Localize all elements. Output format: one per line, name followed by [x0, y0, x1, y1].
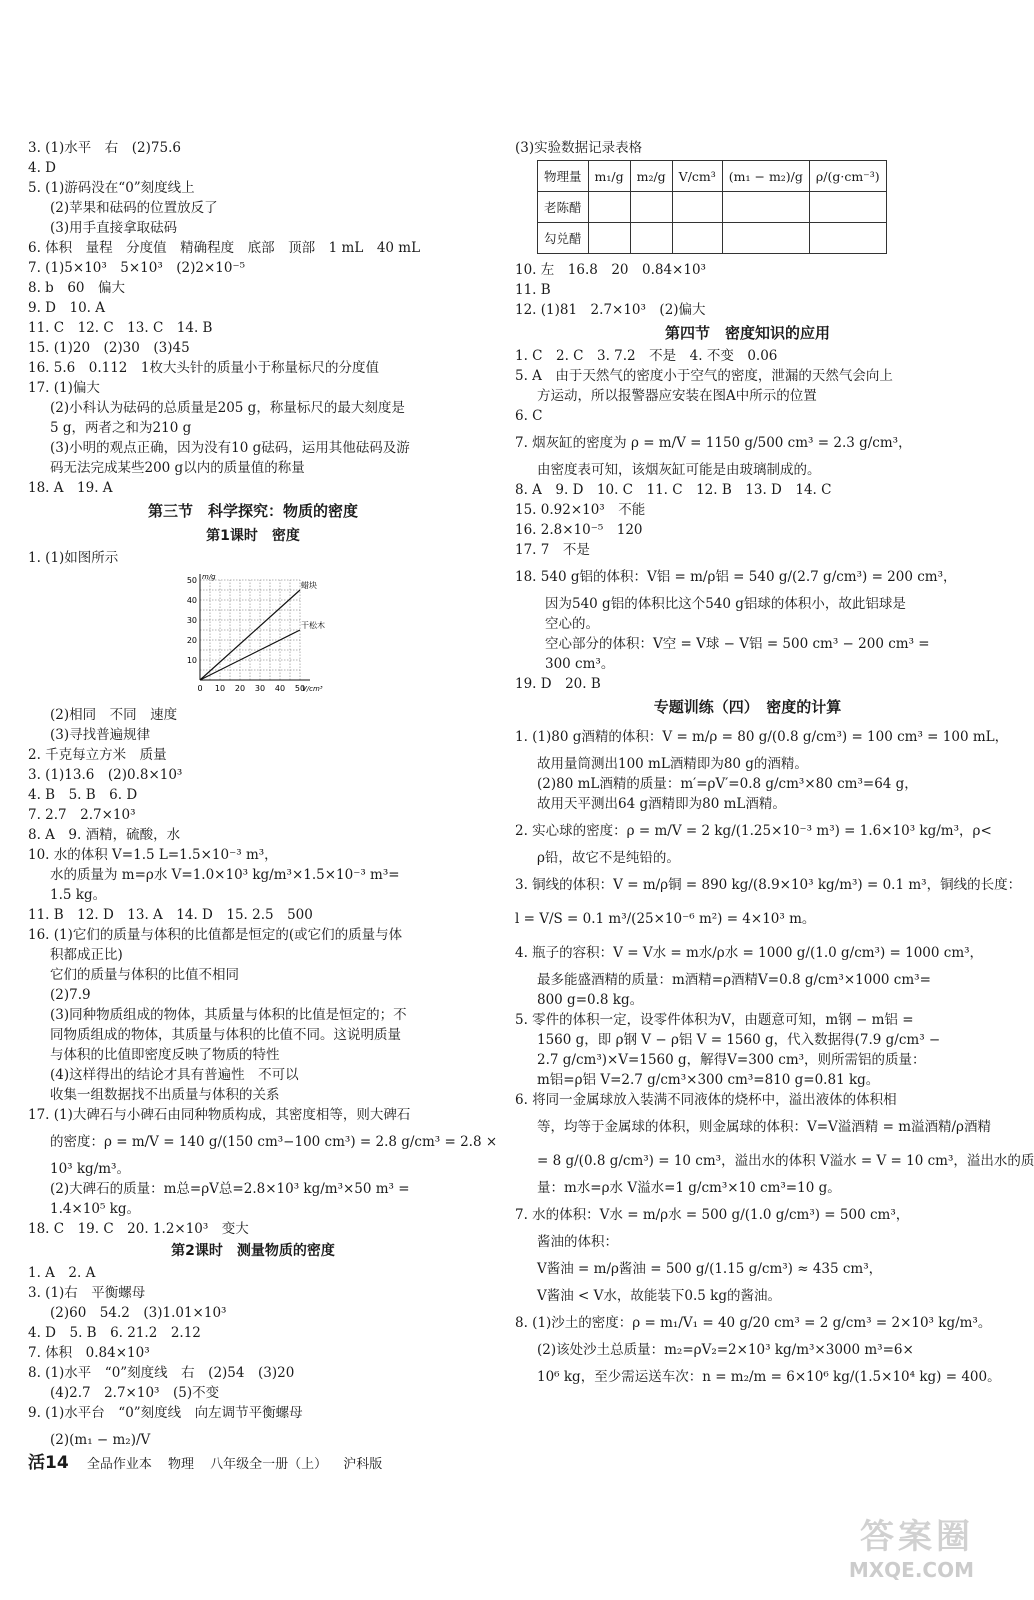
right-line: 空心部分的体积：V空 = V球 − V铝 = 500 cm³ − 200 cm³ = — [545, 636, 930, 652]
x-tick-label: 10 — [214, 684, 226, 693]
table-caption: (3)实验数据记录表格 — [515, 140, 643, 156]
left-line: 4. B 5. B 6. D — [28, 787, 138, 803]
right-line: 酱油的体积： — [537, 1234, 618, 1250]
left-line: 第三节 科学探究：物质的密度 — [147, 502, 358, 520]
y-tick-label: 50 — [186, 576, 197, 585]
y-axis-label: m/g — [202, 573, 216, 581]
right-line: 8. (1)沙土的密度：ρ = m₁/V₁ = 40 g/20 cm³ = 2 g/cm³ = 2×10³ kg/m³。 — [515, 1315, 992, 1331]
series-label: 干松木 — [301, 621, 325, 630]
series-label: 蜡块 — [301, 581, 317, 590]
right-line: 故用量筒测出100 mL酒精即为80 g的酒精。 — [537, 756, 808, 772]
left-line: 16. 5.6 0.112 1枚大头针的质量小于称量标尺的分度值 — [28, 360, 379, 376]
right-line: 1. (1)80 g酒精的体积：V = m/ρ = 80 g/(0.8 g/cm³) = 100 cm³ = 100 mL， — [515, 729, 1009, 745]
right-line: (2)80 mL酒精的质量：m′=ρV′=0.8 g/cm³×80 cm³=64 g， — [537, 776, 918, 792]
right-line: 4. 瓶子的容积：V = V水 = m水/ρ水 = 1000 g/(1.0 g/cm³) = 1000 cm³， — [515, 945, 984, 961]
left-line: 4. D 5. B 6. 21.2 2.12 — [28, 1325, 201, 1341]
data-record-table — [537, 160, 887, 254]
left-line: 1.4×10⁵ kg。 — [50, 1201, 140, 1217]
left-line: (2)苹果和砝码的位置放反了 — [50, 200, 218, 216]
table-header-cell: (m₁ − m₂)/g — [722, 161, 809, 192]
table-cell — [809, 223, 886, 254]
left-line: 第1课时 密度 — [206, 528, 300, 544]
left-line: 18. A 19. A — [28, 480, 113, 496]
watermark-url: MXQE.COM — [848, 1558, 974, 1582]
table-row — [538, 223, 887, 254]
right-line: 5. A 由于天然气的密度小于空气的密度，泄漏的天然气会向上 — [515, 368, 893, 384]
left-line: 4. D — [28, 160, 56, 176]
right-column — [515, 138, 1034, 1394]
left-line: 11. C 12. C 13. C 14. B — [28, 320, 213, 336]
left-line: (4)这样得出的结论才具有普遍性 不可以 — [50, 1067, 299, 1083]
left-line: (3)小明的观点正确，因为没有10 g砝码，运用其他砝码及游 — [50, 440, 410, 456]
right-line: 1560 g，即 ρ钢 V − ρ铝 V = 1560 g，代入数据得(7.9 g/cm³ − — [537, 1032, 941, 1048]
table-header-cell: 物理量 — [538, 161, 589, 192]
right-line: V酱油 < V水，故能装下0.5 kg的酱油。 — [537, 1288, 781, 1304]
right-line: 等，均等于金属球的体积，则金属球的体积：V=V溢酒精 = m溢酒精/ρ酒精 — [537, 1119, 991, 1135]
left-line: 9. D 10. A — [28, 300, 106, 316]
left-line: 1. A 2. A — [28, 1265, 96, 1281]
right-line: 1. C 2. C 3. 7.2 不是 4. 不变 0.06 — [515, 348, 778, 364]
table-cell — [630, 192, 672, 223]
left-line: 积都成正比) — [50, 947, 123, 963]
table-cell: 老陈醋 — [538, 192, 589, 223]
left-line: (2)(m₁ − m₂)/V — [50, 1432, 151, 1448]
left-line: 它们的质量与体积的比值不相同 — [50, 967, 239, 983]
mass-volume-chart — [178, 572, 328, 697]
left-line: 8. A 9. 酒精，硫酸，水 — [28, 827, 181, 843]
left-line: (2)60 54.2 (3)1.01×10³ — [50, 1305, 227, 1321]
right-line: 2.7 g/cm³)×V=1560 g，解得V=300 cm³，则所需铝的质量： — [537, 1052, 926, 1068]
left-line: 同物质组成的物体，其质量与体积的比值不同。这说明质量 — [50, 1027, 401, 1043]
right-line: 6. 将同一金属球放入装满不同液体的烧杯中，溢出液体的体积相 — [515, 1092, 897, 1108]
y-tick-label: 30 — [186, 616, 197, 625]
left-line: 7. 2.7 2.7×10³ — [28, 807, 136, 823]
right-line: 18. 540 g铝的体积：V铝 = m/ρ铝 = 540 g/(2.7 g/cm³) = 200 cm³， — [515, 569, 957, 585]
table-header-cell: ρ/(g·cm⁻³) — [809, 161, 886, 192]
right-line: 300 cm³。 — [545, 656, 615, 672]
table-header-cell: V/cm³ — [672, 161, 722, 192]
right-line: 2. 实心球的密度：ρ = m/V = 2 kg/(1.25×10⁻³ m³) = 1.6×10³ kg/m³，ρ< — [515, 823, 992, 839]
page-footer — [28, 1448, 394, 1473]
right-line: 6. C — [515, 408, 543, 424]
left-column — [28, 138, 498, 1457]
left-line: 水的质量为 m=ρ水 V=1.0×10³ kg/m³×1.5×10⁻³ m³= — [50, 867, 400, 883]
right-line: 专题训练（四） 密度的计算 — [653, 698, 842, 716]
left-line: 5. (1)游码没在“0”刻度线上 — [28, 180, 195, 196]
table-cell — [722, 223, 809, 254]
x-axis-label: V/cm³ — [302, 685, 323, 693]
right-line: 10. 左 16.8 20 0.84×10³ — [515, 262, 706, 278]
right-line: 10⁶ kg，至少需运送车次：n = m₂/m = 6×10⁶ kg/(1.5×10⁴ kg) = 400。 — [537, 1369, 1001, 1385]
left-line: (2)相同 不同 速度 — [50, 707, 178, 723]
table-row — [538, 192, 887, 223]
edition-label: 沪科版 — [343, 1457, 383, 1472]
table-header-cell: m₁/g — [588, 161, 630, 192]
right-line: 5. 零件的体积一定，设零件体积为V，由题意可知，m钢 − m铝 = — [515, 1012, 914, 1028]
x-tick-label: 0 — [197, 684, 203, 693]
left-line: 7. 体积 0.84×10³ — [28, 1345, 150, 1361]
right-line: 方运动，所以报警器应安装在图A中所示的位置 — [537, 388, 817, 404]
left-line: 5 g，两者之和为210 g — [50, 420, 192, 436]
table-header-row — [538, 161, 887, 192]
table-header-cell: m₂/g — [630, 161, 672, 192]
left-line: 第2课时 测量物质的密度 — [171, 1243, 335, 1259]
grade-label: 八年级全一册（上） — [210, 1457, 328, 1472]
left-line: 10³ kg/m³。 — [50, 1161, 130, 1177]
book-title: 全品作业本 — [86, 1457, 152, 1472]
table-cell — [672, 223, 722, 254]
right-line: 7. 烟灰缸的密度为 ρ = m/V = 1150 g/500 cm³ = 2.3 g/cm³， — [515, 435, 912, 451]
watermark-logo-text: 答案圈 — [860, 1517, 974, 1557]
right-line: 19. D 20. B — [515, 676, 601, 692]
left-line: (2)7.9 — [50, 987, 91, 1003]
left-line: 9. (1)水平台 “0”刻度线 向左调节平衡螺母 — [28, 1405, 303, 1421]
left-line: 2. 千克每立方米 质量 — [28, 747, 167, 763]
table-cell — [588, 223, 630, 254]
right-line: 量：m水=ρ水 V溢水=1 g/cm³×10 cm³=10 g。 — [537, 1180, 841, 1196]
right-line: 17. 7 不是 — [515, 542, 590, 558]
table-cell: 勾兑醋 — [538, 223, 589, 254]
x-tick-label: 50 — [294, 684, 306, 693]
right-line: = 8 g/(0.8 g/cm³) = 10 cm³，溢出水的体积 V溢水 = V = 10 cm³，溢出水的质 — [537, 1153, 1034, 1169]
left-line: 的密度：ρ = m/V = 140 g/(150 cm³−100 cm³) = 2.8 g/cm³ = 2.8 × — [50, 1134, 498, 1150]
right-line: m铝=ρ铝 V=2.7 g/cm³×300 cm³=810 g=0.81 kg。 — [537, 1072, 880, 1088]
right-line: 3. 铜线的体积：V = m/ρ铜 = 890 kg/(8.9×10³ kg/m³) = 0.1 m³，铜线的长度： — [515, 877, 1022, 893]
left-line: (2)大碑石的质量：m总=ρV总=2.8×10³ kg/m³×50 m³ = — [50, 1181, 410, 1197]
right-line: 800 g=0.8 kg。 — [537, 992, 644, 1008]
left-line: 15. (1)20 (2)30 (3)45 — [28, 340, 190, 356]
left-line: 收集一组数据找不出质量与体积的关系 — [50, 1087, 280, 1103]
left-line: (3)寻找普遍规律 — [50, 727, 151, 743]
table-cell — [722, 192, 809, 223]
right-line: ρ铅，故它不是纯铅的。 — [537, 850, 680, 866]
left-line: (3)用手直接拿取砝码 — [50, 220, 178, 236]
right-line: 因为540 g铝的体积比这个540 g铝球的体积小，故此铝球是 — [545, 596, 906, 612]
right-line: 11. B — [515, 282, 551, 298]
left-line: 码无法完成某些200 g以内的质量值的称量 — [50, 460, 305, 476]
right-line: 7. 水的体积：V水 = m/ρ水 = 500 g/(1.0 g/cm³) = 500 cm³， — [515, 1207, 910, 1223]
left-line: 3. (1)右 平衡螺母 — [28, 1285, 146, 1301]
left-line: (4)2.7 2.7×10³ (5)不变 — [50, 1385, 220, 1401]
left-line: 8. (1)水平 “0”刻度线 右 (2)54 (3)20 — [28, 1365, 295, 1381]
right-line: 12. (1)81 2.7×10³ (2)偏大 — [515, 302, 706, 318]
x-tick-label: 20 — [234, 684, 246, 693]
table-cell — [809, 192, 886, 223]
left-line: (3)同种物质组成的物体，其质量与体积的比值是恒定的；不 — [50, 1007, 407, 1023]
right-line: (2)该处沙土总质量：m₂=ρV₂=2×10³ kg/m³×3000 m³=6× — [537, 1342, 914, 1358]
left-line: 7. (1)5×10³ 5×10³ (2)2×10⁻⁵ — [28, 260, 246, 276]
left-line: 17. (1)大碑石与小碑石由同种物质构成，其密度相等，则大碑石 — [28, 1107, 411, 1123]
page-number: 活14 — [28, 1453, 69, 1473]
left-line: 11. B 12. D 13. A 14. D 15. 2.5 500 — [28, 907, 313, 923]
right-line: 15. 0.92×10³ 不能 — [515, 502, 646, 518]
table-cell — [630, 223, 672, 254]
right-line: l = V/S = 0.1 m³/(25×10⁻⁶ m²) = 4×10³ m。 — [515, 911, 816, 927]
left-line: (2)小科认为砝码的总质量是205 g，称量标尺的最大刻度是 — [50, 400, 405, 416]
left-line: 3. (1)水平 右 (2)75.6 — [28, 140, 181, 156]
right-line: 由密度表可知，该烟灰缸可能是由玻璃制成的。 — [537, 462, 821, 478]
left-line: 18. C 19. C 20. 1.2×10³ 变大 — [28, 1221, 249, 1237]
left-line: 10. 水的体积 V=1.5 L=1.5×10⁻³ m³， — [28, 847, 278, 863]
right-line: 空心的。 — [545, 616, 599, 632]
y-tick-label: 20 — [186, 636, 197, 645]
right-line: V酱油 = m/ρ酱油 = 500 g/(1.15 g/cm³) ≈ 435 cm³， — [537, 1261, 883, 1277]
y-tick-label: 10 — [186, 656, 197, 665]
table-cell — [672, 192, 722, 223]
table-cell — [588, 192, 630, 223]
left-line: 与体积的比值即密度反映了物质的特性 — [50, 1047, 280, 1063]
right-line: 故用天平测出64 g酒精即为80 mL酒精。 — [537, 796, 786, 812]
x-tick-label: 40 — [274, 684, 286, 693]
left-line: 17. (1)偏大 — [28, 380, 100, 396]
right-line: 最多能盛酒精的质量：m酒精=ρ酒精V=0.8 g/cm³×1000 cm³= — [537, 972, 931, 988]
left-line: 3. (1)13.6 (2)0.8×10³ — [28, 767, 183, 783]
left-line: 1. (1)如图所示 — [28, 550, 119, 566]
left-line: 6. 体积 量程 分度值 精确程度 底部 顶部 1 mL 40 mL — [28, 240, 421, 256]
left-line: 16. (1)它们的质量与体积的比值都是恒定的(或它们的质量与体 — [28, 927, 403, 943]
left-line: 8. b 60 偏大 — [28, 280, 125, 296]
watermark — [849, 1509, 974, 1582]
right-line: 8. A 9. D 10. C 11. C 12. B 13. D 14. C — [515, 482, 832, 498]
right-line: 16. 2.8×10⁻⁵ 120 — [515, 522, 643, 538]
left-line: 1.5 kg。 — [50, 887, 107, 903]
x-tick-label: 30 — [254, 684, 266, 693]
subject-label: 物理 — [167, 1457, 194, 1472]
right-line: 第四节 密度知识的应用 — [664, 324, 830, 342]
y-tick-label: 40 — [186, 596, 197, 605]
